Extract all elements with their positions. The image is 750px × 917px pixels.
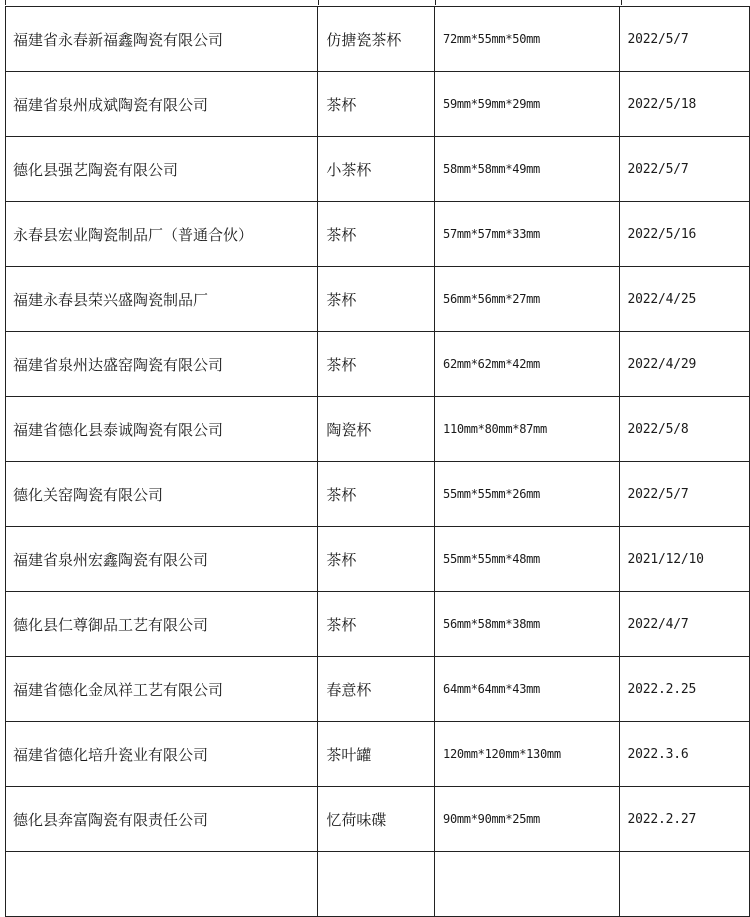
product-cell[interactable]: 茶杯: [318, 267, 435, 332]
company-cell[interactable]: 福建省德化县泰诚陶瓷有限公司: [6, 397, 318, 462]
company-cell[interactable]: 福建省永春新福鑫陶瓷有限公司: [6, 7, 318, 72]
product-cell[interactable]: 茶杯: [318, 332, 435, 397]
table-row: [6, 657, 750, 722]
company-cell[interactable]: 福建省德化金凤祥工艺有限公司: [6, 657, 318, 722]
table-row: [6, 527, 750, 592]
spec-cell[interactable]: 55mm*55mm*48mm: [435, 527, 620, 592]
date-cell[interactable]: 2022/5/16: [620, 202, 750, 267]
company-cell[interactable]: 福建省泉州宏鑫陶瓷有限公司: [6, 527, 318, 592]
table-row: [6, 462, 750, 527]
date-cell[interactable]: 2022/5/7: [620, 7, 750, 72]
table-row: [6, 137, 750, 202]
empty-cell[interactable]: [318, 852, 435, 917]
product-cell[interactable]: 茶杯: [318, 527, 435, 592]
product-cell[interactable]: 小茶杯: [318, 137, 435, 202]
table-row: [6, 787, 750, 852]
spec-cell[interactable]: 72mm*55mm*50mm: [435, 7, 620, 72]
date-cell[interactable]: 2022.2.27: [620, 787, 750, 852]
product-cell[interactable]: 仿搪瓷茶杯: [318, 7, 435, 72]
table-body: [6, 7, 750, 917]
spec-cell[interactable]: 120mm*120mm*130mm: [435, 722, 620, 787]
spec-cell[interactable]: 64mm*64mm*43mm: [435, 657, 620, 722]
table-row: [6, 332, 750, 397]
top-edge-mark: [318, 0, 319, 5]
top-edge-mark: [621, 0, 622, 5]
spec-cell[interactable]: 62mm*62mm*42mm: [435, 332, 620, 397]
top-edge-mark: [435, 0, 436, 5]
date-cell[interactable]: 2022/4/25: [620, 267, 750, 332]
company-cell[interactable]: 福建省泉州成斌陶瓷有限公司: [6, 72, 318, 137]
company-cell[interactable]: 永春县宏业陶瓷制品厂（普通合伙）: [6, 202, 318, 267]
date-cell[interactable]: 2022.2.25: [620, 657, 750, 722]
empty-cell[interactable]: [435, 852, 620, 917]
empty-cell[interactable]: [6, 852, 318, 917]
table-row: [6, 72, 750, 137]
product-cell[interactable]: 茶叶罐: [318, 722, 435, 787]
table-row: [6, 722, 750, 787]
company-cell[interactable]: 德化县奔富陶瓷有限责任公司: [6, 787, 318, 852]
product-cell[interactable]: 茶杯: [318, 592, 435, 657]
date-cell[interactable]: 2022.3.6: [620, 722, 750, 787]
company-cell[interactable]: 德化关窑陶瓷有限公司: [6, 462, 318, 527]
product-cell[interactable]: 忆荷味碟: [318, 787, 435, 852]
company-cell[interactable]: 德化县仁尊御品工艺有限公司: [6, 592, 318, 657]
date-cell[interactable]: 2022/5/8: [620, 397, 750, 462]
company-cell[interactable]: 福建永春县荣兴盛陶瓷制品厂: [6, 267, 318, 332]
company-cell[interactable]: 福建省德化培升瓷业有限公司: [6, 722, 318, 787]
date-cell[interactable]: 2021/12/10: [620, 527, 750, 592]
spec-cell[interactable]: 110mm*80mm*87mm: [435, 397, 620, 462]
date-cell[interactable]: 2022/4/7: [620, 592, 750, 657]
product-cell[interactable]: 茶杯: [318, 462, 435, 527]
company-cell[interactable]: 德化县强艺陶瓷有限公司: [6, 137, 318, 202]
product-table: [5, 6, 750, 917]
product-cell[interactable]: 春意杯: [318, 657, 435, 722]
table-row: [6, 202, 750, 267]
date-cell[interactable]: 2022/4/29: [620, 332, 750, 397]
date-cell[interactable]: 2022/5/7: [620, 137, 750, 202]
spec-cell[interactable]: 56mm*56mm*27mm: [435, 267, 620, 332]
table-row: [6, 267, 750, 332]
table-row: [6, 397, 750, 462]
product-cell[interactable]: 茶杯: [318, 202, 435, 267]
table-row: [6, 852, 750, 917]
spec-cell[interactable]: 90mm*90mm*25mm: [435, 787, 620, 852]
date-cell[interactable]: 2022/5/7: [620, 462, 750, 527]
date-cell[interactable]: 2022/5/18: [620, 72, 750, 137]
company-cell[interactable]: 福建省泉州达盛窑陶瓷有限公司: [6, 332, 318, 397]
empty-cell[interactable]: [620, 852, 750, 917]
spec-cell[interactable]: 58mm*58mm*49mm: [435, 137, 620, 202]
spec-cell[interactable]: 55mm*55mm*26mm: [435, 462, 620, 527]
top-edge-mark: [5, 0, 6, 5]
spec-cell[interactable]: 56mm*58mm*38mm: [435, 592, 620, 657]
table-row: [6, 7, 750, 72]
table-row: [6, 592, 750, 657]
spec-cell[interactable]: 59mm*59mm*29mm: [435, 72, 620, 137]
product-cell[interactable]: 陶瓷杯: [318, 397, 435, 462]
spec-cell[interactable]: 57mm*57mm*33mm: [435, 202, 620, 267]
product-cell[interactable]: 茶杯: [318, 72, 435, 137]
